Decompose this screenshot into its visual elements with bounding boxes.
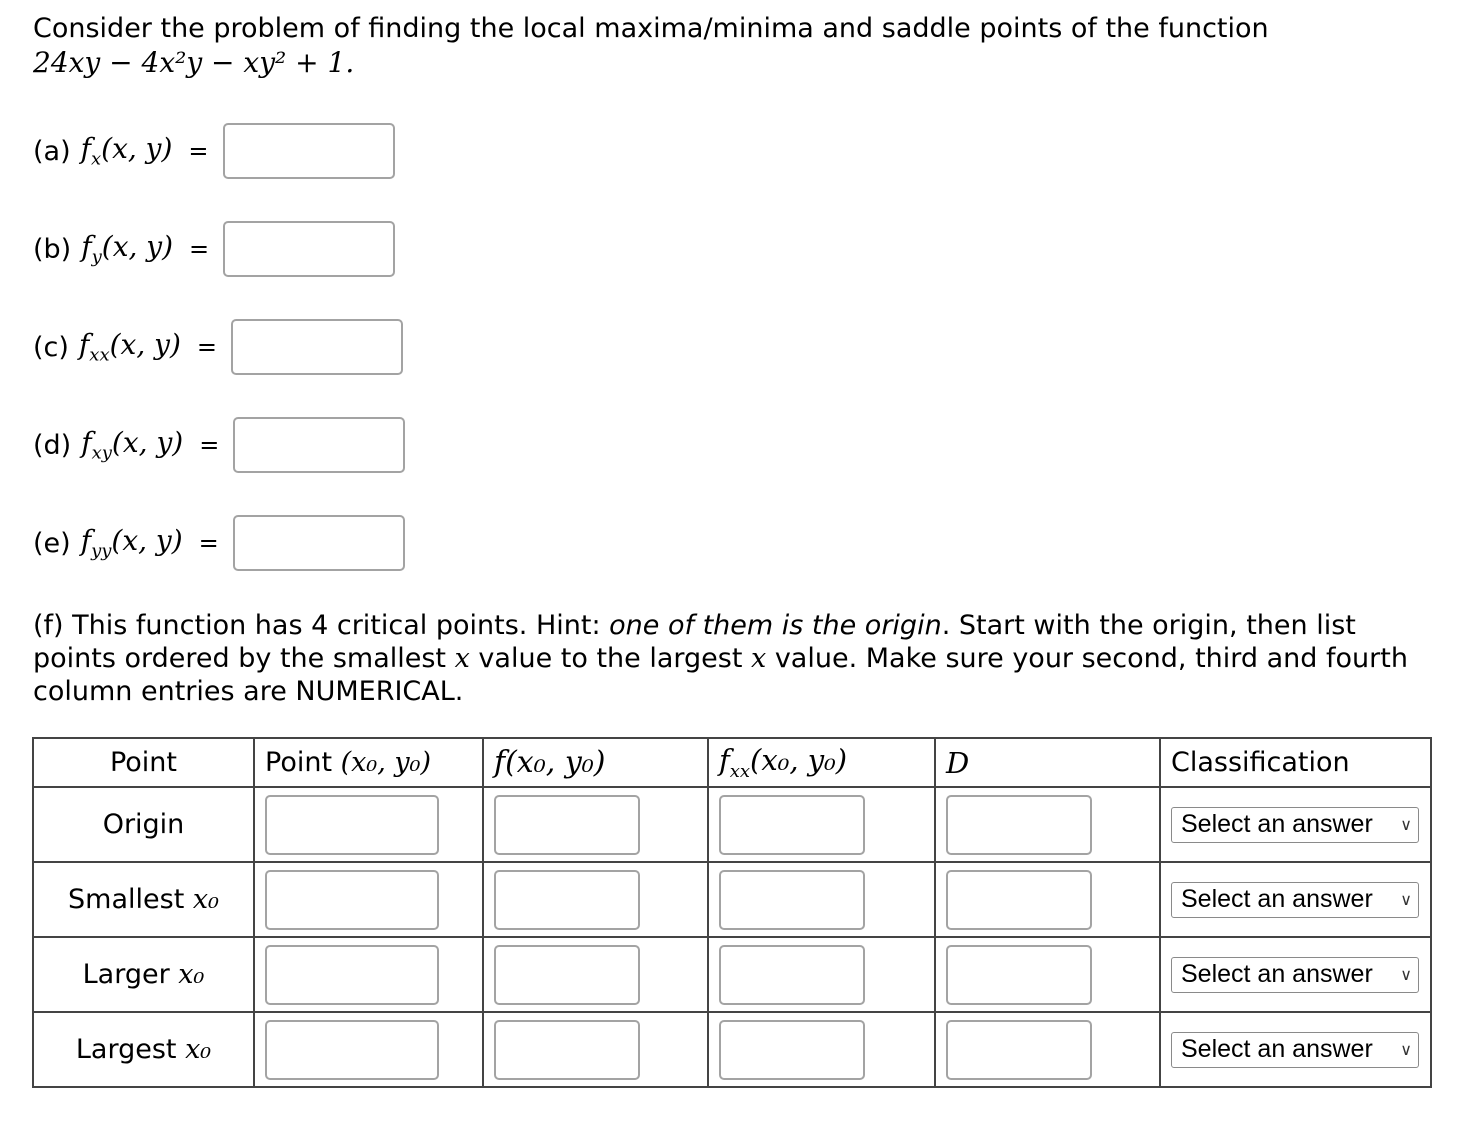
equals-sign: =: [199, 431, 220, 459]
equals-sign: =: [189, 235, 210, 263]
intro-text: Consider the problem of finding the local maxima/minima and saddle points of the function: [33, 13, 1269, 44]
classification-select[interactable]: Select an answer ∨: [1171, 1032, 1419, 1068]
fxx-answer-input[interactable]: [231, 319, 403, 375]
fxx-value-input[interactable]: [719, 945, 865, 1005]
function-value-input[interactable]: [494, 945, 640, 1005]
row-label: Larger x₀: [33, 937, 254, 1012]
table-row: [33, 787, 1431, 862]
equals-sign: =: [198, 529, 219, 557]
part-label: (d): [33, 429, 72, 461]
point-coordinates-input[interactable]: [265, 945, 439, 1005]
classification-select[interactable]: Select an answer ∨: [1171, 957, 1419, 993]
table-header-row: [33, 738, 1431, 787]
discriminant-input[interactable]: [946, 795, 1092, 855]
chevron-down-icon: ∨: [1400, 1041, 1412, 1059]
part-function: $f_x(x$, y): [80, 132, 173, 170]
part-label: (b): [33, 233, 72, 265]
part-c: [33, 317, 403, 377]
header-point: Point: [33, 738, 254, 787]
equals-sign: =: [196, 333, 217, 361]
header-fxx: $f_{xx}(x_0$, y₀): [708, 738, 935, 787]
fxx-value-input[interactable]: [719, 795, 865, 855]
classification-select[interactable]: Select an answer ∨: [1171, 882, 1419, 918]
header-classification: Classification: [1160, 738, 1431, 787]
header-function-value: f(x₀, y₀): [483, 738, 708, 787]
fxx-value-input[interactable]: [719, 870, 865, 930]
fx-answer-input[interactable]: [223, 123, 395, 179]
table-row: [33, 1012, 1431, 1087]
point-coordinates-input[interactable]: [265, 1020, 439, 1080]
table-row: [33, 862, 1431, 937]
header-point-coordinates: Point (x₀, y₀): [254, 738, 483, 787]
equals-sign: =: [188, 137, 209, 165]
function-value-input[interactable]: [494, 795, 640, 855]
discriminant-input[interactable]: [946, 945, 1092, 1005]
row-label: Largest x₀: [33, 1012, 254, 1087]
fxy-answer-input[interactable]: [233, 417, 405, 473]
critical-points-table: [32, 737, 1432, 1088]
part-function: $f_y(x$, y): [81, 230, 174, 268]
classification-select[interactable]: Select an answer ∨: [1171, 807, 1419, 843]
chevron-down-icon: ∨: [1400, 966, 1412, 984]
fxx-value-input[interactable]: [719, 1020, 865, 1080]
problem-statement: [33, 12, 1269, 80]
point-coordinates-input[interactable]: [265, 870, 439, 930]
part-label: (e): [33, 527, 71, 559]
chevron-down-icon: ∨: [1400, 816, 1412, 834]
part-a: [33, 121, 395, 181]
part-d: [33, 415, 405, 475]
part-function: $f_{xy}(x$, y): [81, 426, 184, 464]
header-discriminant: D: [935, 738, 1160, 787]
function-formula: 24xy − 4x²y − xy² + 1.: [33, 46, 355, 79]
discriminant-input[interactable]: [946, 1020, 1092, 1080]
fy-answer-input[interactable]: [223, 221, 395, 277]
part-function: $f_{xx}(x$, y): [78, 328, 181, 366]
part-function: $f_{yy}(x$, y): [80, 524, 183, 562]
point-coordinates-input[interactable]: [265, 795, 439, 855]
row-label: Smallest x₀: [33, 862, 254, 937]
part-label: (c): [33, 331, 69, 363]
fyy-answer-input[interactable]: [233, 515, 405, 571]
discriminant-input[interactable]: [946, 870, 1092, 930]
function-value-input[interactable]: [494, 870, 640, 930]
part-f-instructions: (f) This function has 4 critical points. Hint: one of them is the origin. Start with the origin, then list points ordered by the smallest x value to the largest x value. Make sure your second, third and fourth column entries are NUMERICAL.: [33, 610, 1408, 707]
part-e: [33, 513, 405, 573]
part-b: [33, 219, 395, 279]
function-value-input[interactable]: [494, 1020, 640, 1080]
row-label: Origin: [33, 787, 254, 862]
chevron-down-icon: ∨: [1400, 891, 1412, 909]
part-label: (a): [33, 135, 71, 167]
table-row: [33, 937, 1431, 1012]
